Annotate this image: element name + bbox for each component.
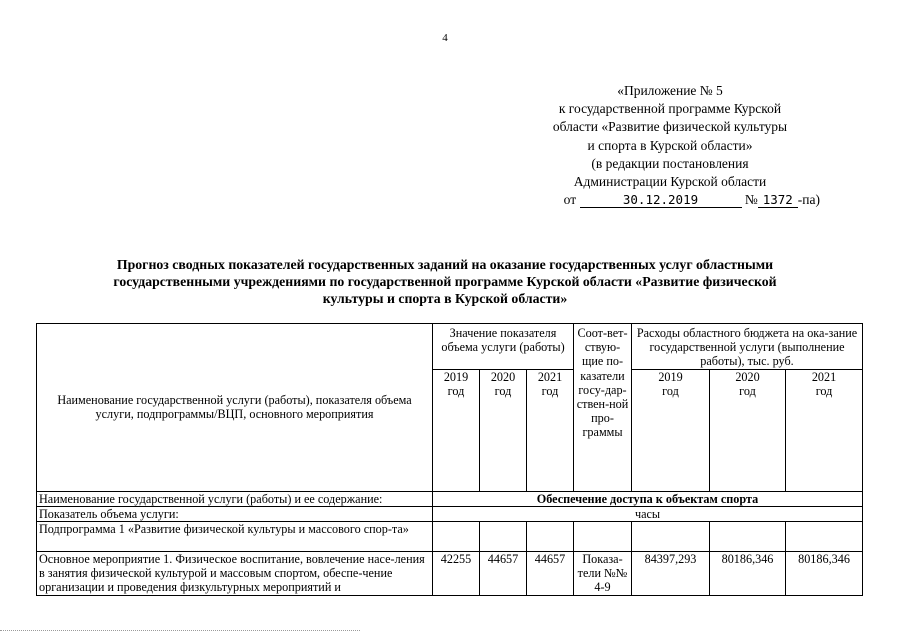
appendix-block: [520, 82, 820, 209]
appendix-line: к государственной программе Курской: [558, 101, 782, 117]
header-volume-2019: 2019 год: [433, 369, 480, 491]
appendix-line: «Приложение № 5: [617, 83, 723, 98]
activity-label: Основное мероприятие 1. Физическое воспитание, вовлечение насе-ления в занятия физической культурой и массовым спортом, обеспе-чение организации и проведения физкультурных мероприятий и: [37, 552, 433, 596]
header-volume-2021: 2021 год: [527, 369, 574, 491]
number-suffix: -па): [797, 192, 820, 208]
header-expense-2020: 2020 год: [710, 369, 786, 491]
volume-row-value: часы: [433, 506, 863, 521]
number-prefix: №: [744, 192, 758, 208]
empty-cell: [527, 522, 574, 552]
volume-row-label: Показатель объема услуги:: [37, 506, 433, 521]
activity-expense-2020: 80186,346: [710, 552, 786, 596]
header-service-name: Наименование государственной услуги (работы), показателя объема услуги, подпрограммы/ВЦП, основного мероприятия: [37, 324, 433, 492]
appendix-line: (в редакции постановления: [591, 155, 749, 171]
empty-cell: [632, 522, 710, 552]
header-volume: Значение показателя объема услуги (работы): [433, 324, 574, 370]
empty-cell: [574, 522, 632, 552]
title-line: государственными учреждениями по государственной программе Курской области «Развитие физической: [113, 274, 777, 289]
empty-cell: [786, 522, 863, 552]
service-row-value: Обеспечение доступа к объектам спорта: [433, 491, 863, 506]
empty-cell: [710, 522, 786, 552]
date-prefix: от: [563, 192, 577, 208]
header-volume-2020: 2020 год: [480, 369, 527, 491]
activity-volume-2021: 44657: [527, 552, 574, 596]
activity-expense-2019: 84397,293: [632, 552, 710, 596]
title-line: Прогноз сводных показателей государственных заданий на оказание государственных услуг областными: [116, 257, 774, 272]
page-number: 4: [442, 32, 448, 44]
activity-volume-2019: 42255: [433, 552, 480, 596]
appendix-line: Администрации Курской области: [573, 174, 767, 190]
empty-cell: [480, 522, 527, 552]
header-expenses: Расходы областного бюджета на ока-зание государственной услуги (выполнение работы), тыс. руб.: [632, 324, 863, 370]
subprogram-label: Подпрограмма 1 «Развитие физической культуры и массового спор-та»: [37, 522, 433, 552]
decree-date-line: [520, 191, 820, 209]
appendix-line: области «Развитие физической культуры: [552, 119, 788, 135]
header-expense-2019: 2019 год: [632, 369, 710, 491]
activity-expense-2021: 80186,346: [786, 552, 863, 596]
activity-volume-2020: 44657: [480, 552, 527, 596]
forecast-table: [36, 323, 863, 596]
document-title: [60, 256, 830, 307]
header-expense-2021: 2021 год: [786, 369, 863, 491]
decree-number: 1372: [758, 192, 798, 208]
empty-cell: [433, 522, 480, 552]
scan-artifact-line: [0, 630, 360, 631]
service-row-label: Наименование государственной услуги (работы) и ее содержание:: [37, 491, 433, 506]
header-indicators: Соот-вет-ствую-щие по-казатели госу-дар-ствен-ной про-граммы: [574, 324, 632, 492]
decree-date: 30.12.2019: [580, 192, 742, 208]
activity-indicators: Показа-тели №№ 4-9: [574, 552, 632, 596]
appendix-line: и спорта в Курской области»: [587, 137, 753, 153]
title-line: культуры и спорта в Курской области»: [322, 291, 568, 306]
